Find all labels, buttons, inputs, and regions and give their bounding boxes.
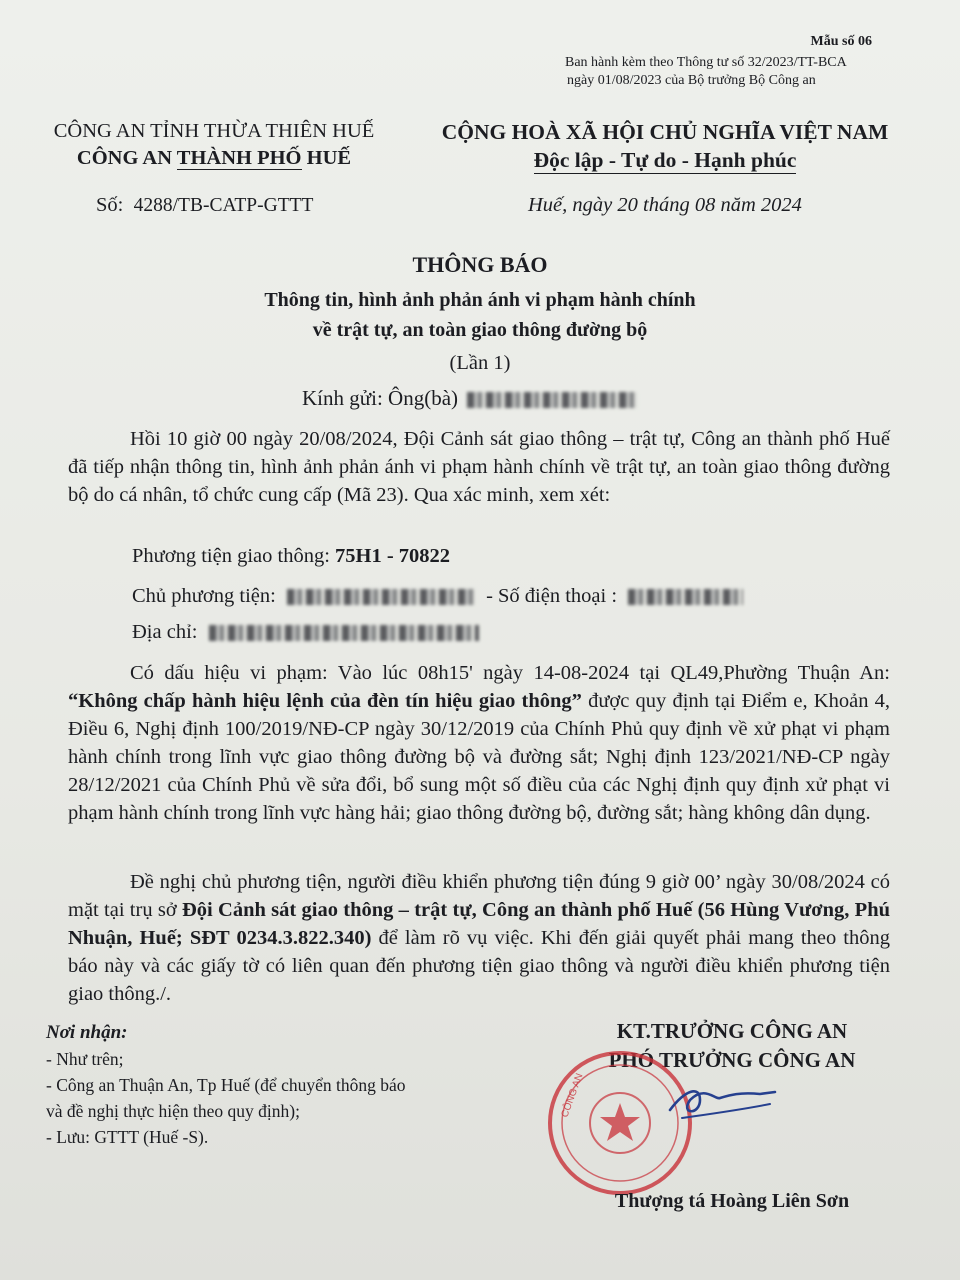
national-title: CỘNG HOÀ XÃ HỘI CHỦ NGHĨA VIỆT NAM (441, 120, 889, 144)
form-issued-note (565, 54, 847, 90)
recipient-item: - Lưu: GTTT (Huế -S). (46, 1127, 209, 1147)
redacted-name (467, 392, 637, 408)
form-issued-line: ngày 01/08/2023 của Bộ trưởng Bộ Công an (567, 73, 816, 88)
signer-name: Thượng tá Hoàng Liên Sơn (614, 1190, 850, 1212)
agency-name-part: HUẾ (301, 147, 352, 169)
redacted-owner (287, 589, 475, 605)
violation-paragraph (68, 659, 890, 827)
address-line (132, 621, 479, 644)
office-address: Đội Cảnh sát giao thông – trật tự, Công an thành phố Huế (56 Hùng Vương, Phú Nhuận, Huế; SĐT 0234.3.822.340) (68, 899, 890, 949)
phone-label: - Số điện thoại : (486, 585, 618, 607)
recipients-block (46, 1020, 406, 1150)
document-subtitle (0, 285, 960, 345)
intro-text: Hồi 10 giờ 00 ngày 20/08/2024, Đội Cảnh sát giao thông – trật tự, Công an thành phố Huế đã tiếp nhận thông tin, hình ảnh phản ánh vi phạm hành chính về trật tự, an toàn giao thông đường bộ do cá nhân, tổ chức cung cấp (Mã 23). Qua xác minh, xem xét: (68, 428, 890, 506)
violation-type: “Không chấp hành hiệu lệnh của đèn tín hiệu giao thông” (68, 690, 582, 712)
vehicle-plate: 75H1 - 70822 (335, 545, 451, 567)
recipients-heading: Nơi nhận: (46, 1022, 128, 1043)
document-number-value: 4288/TB-CATP-GTTT (133, 195, 314, 216)
recipient-item: - Công an Thuận An, Tp Huế (để chuyển thông báo (46, 1075, 406, 1095)
request-paragraph (68, 868, 890, 1008)
addressee-label: Kính gửi: Ông(bà) (302, 386, 459, 410)
document-date: Huế, ngày 20 tháng 08 năm 2024 (528, 194, 802, 216)
addressee (302, 386, 637, 411)
owner-label: Chủ phương tiện: (132, 585, 276, 607)
document-title: THÔNG BÁO (412, 252, 548, 277)
agency-header (36, 118, 392, 172)
document-number-label: Số: (96, 194, 124, 216)
address-label: Địa chỉ: (132, 621, 198, 643)
form-number: Mẫu số 06 (810, 34, 872, 49)
request-instructions: để làm rõ vụ việc. Khi đến giải quyết phải mang theo thông báo này và các giấy tờ có liên quan đến phương tiện giao thông và người điều khiển phương tiện giao thông./. (68, 927, 890, 1005)
national-header (430, 118, 900, 174)
redacted-phone (628, 589, 743, 605)
agency-name-part: THÀNH PHỐ (176, 147, 302, 169)
subtitle-line: về trật tự, an toàn giao thông đường bộ (312, 319, 648, 341)
owner-line (132, 585, 743, 608)
national-motto: Độc lập - Tự do - Hạnh phúc (533, 148, 797, 172)
intro-paragraph (68, 425, 890, 509)
form-issued-line: Ban hành kèm theo Thông tư số 32/2023/TT-BCA (565, 55, 847, 70)
parent-agency: CÔNG AN TỈNH THỪA THIÊN HUẾ (53, 120, 375, 142)
subtitle-line: Thông tin, hình ảnh phản ánh vi phạm hành chính (264, 289, 696, 311)
vehicle-line (132, 545, 450, 568)
request-text: Đề nghị chủ phương tiện, người điều khiển phương tiện đúng 9 giờ 00’ ngày 30/08/2024 có mặt tại trụ sở (68, 871, 890, 921)
violation-text: Có dấu hiệu vi phạm: Vào lúc 08h15' ngày 14-08-2024 tại QL49,Phường Thuận An: (130, 662, 890, 684)
handwritten-signature (660, 1070, 780, 1130)
violation-legal-basis: được quy định tại Điểm e, Khoản 4, Điều 6, Nghị định 100/2019/NĐ-CP ngày 30/12/2019 của Chính Phủ quy định về xử phạt vi phạm hành chính trong lĩnh vực giao thông đường bộ và đường sắt; Nghị định 123/2021/NĐ-CP ngày 28/12/2021 của Chính Phủ về sửa đổi, bổ sung một số điều của các Nghị định quy định xử phạt vi phạm hành chính trong lĩnh vực hàng hải; giao thông đường bộ, đường sắt; hàng không dân dụng. (68, 690, 890, 824)
recipient-item: - Như trên; (46, 1049, 124, 1069)
signature-title-line: KT.TRƯỞNG CÔNG AN (616, 1019, 848, 1043)
redacted-address (209, 625, 479, 641)
signature-title-line: PHÓ TRƯỞNG CÔNG AN (608, 1048, 856, 1072)
agency-name-part: CÔNG AN (76, 147, 177, 169)
attempt-number: (Lần 1) (449, 352, 511, 374)
issuing-agency (36, 145, 392, 172)
vehicle-label: Phương tiện giao thông: (132, 545, 336, 567)
recipient-item: và đề nghị thực hiện theo quy định); (46, 1101, 300, 1121)
document-number (96, 194, 313, 217)
svg-text:CÔNG AN: CÔNG AN (559, 1071, 586, 1120)
